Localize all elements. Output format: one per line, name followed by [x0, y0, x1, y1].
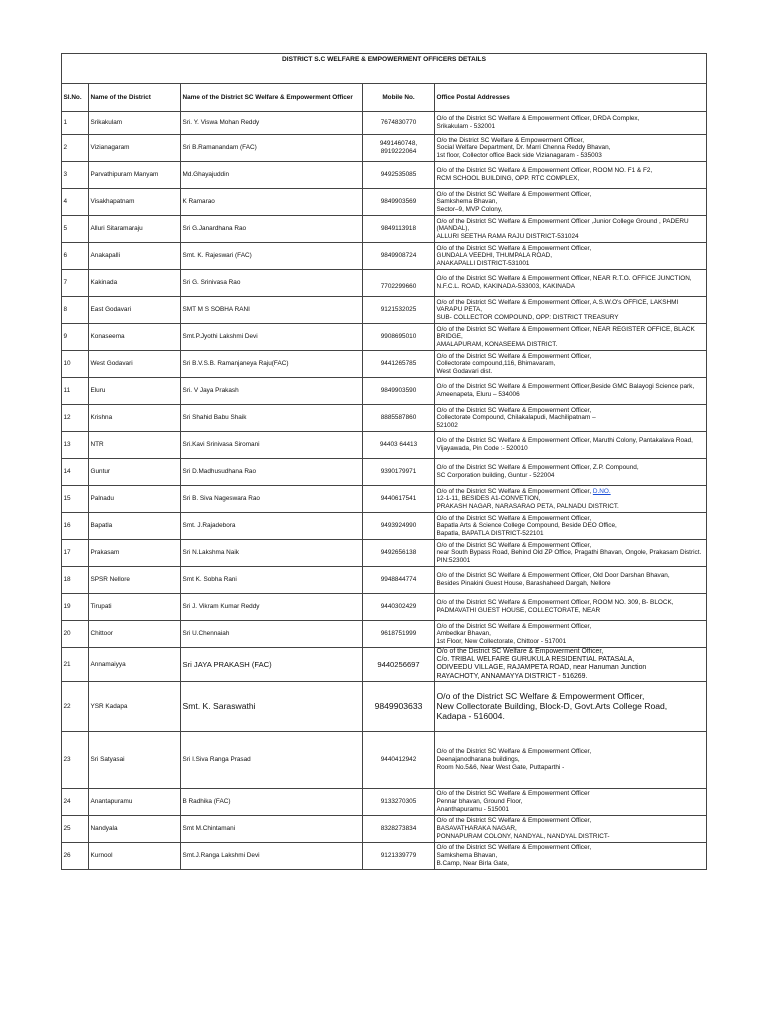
cell-district: Guntur	[89, 459, 181, 486]
cell-address: O/o of the District SC Welfare & Empowerment Officer, Ambedkar Bhavan, 1st Floor, New Collectorate, Chittoor - 517001	[435, 621, 707, 648]
table-row	[62, 731, 707, 788]
cell-address: O/o of the District SC Welfare & Empowerment Officer, A.S.W.O's OFFICE, LAKSHMI VARAPU PETA, SUB- COLLECTOR COMPOUND, OPP: DISTRICT TREASURY	[435, 297, 707, 324]
cell-address: O/o of the District SC Welfare & Empowerment Officer, Samkshema Bhavan, B.Camp, Near Birla Gate,	[435, 842, 707, 869]
cell-officer: Sri B.Ramanandam (FAC)	[181, 135, 363, 162]
cell-district: Kakinada	[89, 270, 181, 297]
address-link[interactable]: D.NO.	[592, 487, 611, 495]
cell-district: NTR	[89, 432, 181, 459]
cell-address: O/o of the District SC Welfare & Empowerment Officer, GUNDALA VEEDHI, THUMPALA ROAD, ANAKAPALLI DISTRICT-531001	[435, 243, 707, 270]
cell-district: Chittoor	[89, 621, 181, 648]
cell-district: Vizianagaram	[89, 135, 181, 162]
header-mobile: Mobile No.	[363, 84, 435, 112]
cell-sl: 5	[62, 216, 89, 243]
cell-sl: 20	[62, 621, 89, 648]
cell-mobile: 9492656138	[363, 540, 435, 567]
cell-sl: 15	[62, 486, 89, 513]
title-row	[62, 54, 707, 84]
cell-district: Anakapalli	[89, 243, 181, 270]
cell-mobile: 9849903633	[363, 681, 435, 731]
cell-address: O/o of the District SC Welfare & Empowerment Officer, near South Bypass Road, Behind Old ZP Office, Pragathi Bhavan, Ongole, Prakasam District. PIN:523001	[435, 540, 707, 567]
cell-address: O/o of the District SC Welfare & Empowerment Officer, ROOM NO. 309, B- BLOCK, PADMAVATHI GUEST HOUSE, COLLECTORATE, NEAR	[435, 594, 707, 621]
cell-district: Kurnool	[89, 842, 181, 869]
table-title: DISTRICT S.C WELFARE & EMPOWERMENT OFFICERS DETAILS	[62, 54, 707, 84]
cell-officer: K Ramarao	[181, 189, 363, 216]
cell-officer: Sri Shahid Babu Shaik	[181, 405, 363, 432]
cell-district: Srikakulam	[89, 112, 181, 135]
header-officer: Name of the District SC Welfare & Empowerment Officer	[181, 84, 363, 112]
cell-mobile: 9133270305	[363, 788, 435, 815]
cell-sl: 6	[62, 243, 89, 270]
header-row	[62, 84, 707, 112]
cell-officer: Sri U.Chennaiah	[181, 621, 363, 648]
table-row	[62, 788, 707, 815]
table-row	[62, 270, 707, 297]
cell-officer: Sri B.V.S.B. Ramanjaneya Raju(FAC)	[181, 351, 363, 378]
cell-address: O/o of the District SC Welfare & Empowerment Officer, Collectorate Compound, Chilakalapudi, Machilipatnam – 521002	[435, 405, 707, 432]
table-row	[62, 681, 707, 731]
cell-officer: Sri JAYA PRAKASH (FAC)	[181, 648, 363, 682]
cell-address: O/o of the District SC Welfare & Empowerment Officer Pennar bhavan, Ground Floor, Ananthapuramu - 515001	[435, 788, 707, 815]
cell-officer: Sri.Kavi Srinivasa Siromani	[181, 432, 363, 459]
cell-address: O/o of the District SC Welfare & Empowerment Officer, Samkshema Bhavan, Sector–9, MVP Colony,	[435, 189, 707, 216]
cell-district: Visakhapatnam	[89, 189, 181, 216]
cell-mobile: 9908695010	[363, 324, 435, 351]
cell-officer: Sri. Y. Viswa Mohan Reddy	[181, 112, 363, 135]
cell-district: SPSR Nellore	[89, 567, 181, 594]
cell-sl: 17	[62, 540, 89, 567]
cell-address: O/o of the District SC Welfare & Empowerment Officer, NEAR R.T.O. OFFICE JUNCTION, N.F.C.L. ROAD, KAKINADA-533003, KAKINADA	[435, 270, 707, 297]
cell-mobile: 9618751999	[363, 621, 435, 648]
cell-sl: 7	[62, 270, 89, 297]
cell-officer: Smt M.Chintamani	[181, 815, 363, 842]
cell-district: West Godavari	[89, 351, 181, 378]
cell-officer: Smt K. Sobha Rani	[181, 567, 363, 594]
table-row	[62, 513, 707, 540]
cell-address: O/o of the District SC Welfare & Empowerment Officer, DRDA Complex, Srikakulam - 532001	[435, 112, 707, 135]
table-row	[62, 351, 707, 378]
cell-officer: Sri G. Srinivasa Rao	[181, 270, 363, 297]
cell-district: Alluri Sitaramaraju	[89, 216, 181, 243]
address-text: O/o of the District SC Welfare & Empowerment Officer,	[436, 487, 593, 495]
table-row	[62, 815, 707, 842]
cell-officer: B Radhika (FAC)	[181, 788, 363, 815]
table-row	[62, 594, 707, 621]
cell-officer: Sri D.Madhusudhana Rao	[181, 459, 363, 486]
cell-address: O/o of the District SC Welfare & Empowerment Officer, Old Door Darshan Bhavan, Besides Pinakini Guest House, Barashaheed Dargah, Nellore	[435, 567, 707, 594]
cell-address: O/o of the District SC Welfare & Empowerment Officer, New Collectorate Building, Block-D, Govt.Arts College Road, Kadapa - 516004.	[435, 681, 707, 731]
cell-officer: Smt. K. Saraswathi	[181, 681, 363, 731]
cell-address: O/o of the District SC Welfare & Empowerment Officer, Maruthi Colony, Pantakalava Road, Vijayawada, Pin Code :- 520010	[435, 432, 707, 459]
cell-district: Nandyala	[89, 815, 181, 842]
cell-district: YSR Kadapa	[89, 681, 181, 731]
cell-address	[435, 486, 707, 513]
table-row	[62, 459, 707, 486]
cell-mobile: 9849903569	[363, 189, 435, 216]
cell-mobile: 9121532025	[363, 297, 435, 324]
cell-mobile: 9849903590	[363, 378, 435, 405]
cell-address: O/o of the District SC Welfare & Empowerment Officer, NEAR REGISTER OFFICE, BLACK BRIDGE, AMALAPURAM, KONASEEMA DISTRICT.	[435, 324, 707, 351]
table-row	[62, 135, 707, 162]
table-row	[62, 486, 707, 513]
cell-address: O/o of the District SC Welfare & Empowerment Officer, Z.P. Compound, SC Corporation building, Guntur - 522004	[435, 459, 707, 486]
cell-district: Anantapuramu	[89, 788, 181, 815]
cell-district: East Godavari	[89, 297, 181, 324]
cell-mobile: 9440256697	[363, 648, 435, 682]
cell-sl: 21	[62, 648, 89, 682]
cell-address: O/o of the District SC Welfare & Empowerment Officer, ROOM NO. F1 & F2, RCM SCHOOL BUILDING, OPP. RTC COMPLEX,	[435, 162, 707, 189]
table-row	[62, 405, 707, 432]
header-address: Office Postal Addresses	[435, 84, 707, 112]
cell-address: O/o of the District SC Welfare & Empowerment Officer ,Junior College Ground , PADERU (MANDAL), ALLURI SEETHA RAMA RAJU DISTRICT-531024	[435, 216, 707, 243]
header-sl: Sl.No.	[62, 84, 89, 112]
cell-sl: 18	[62, 567, 89, 594]
table-row	[62, 540, 707, 567]
cell-address: O/o of the District SC Welfare & Empowerment Officer, Deenajanodharana buildings, Room No.5&6, Near West Gate, Puttaparthi -	[435, 731, 707, 788]
cell-sl: 9	[62, 324, 89, 351]
officers-table	[61, 53, 707, 870]
cell-sl: 11	[62, 378, 89, 405]
cell-mobile: 7702299660	[363, 270, 435, 297]
cell-address: O/o of the District SC Welfare & Empowerment Officer, BASAVATHARAKA NAGAR, PONNAPURAM COLONY, NANDYAL, NANDYAL DISTRICT-	[435, 815, 707, 842]
cell-district: Prakasam	[89, 540, 181, 567]
table-row	[62, 378, 707, 405]
table-row	[62, 189, 707, 216]
cell-mobile: 9121339779	[363, 842, 435, 869]
cell-sl: 3	[62, 162, 89, 189]
cell-address: O/o of the District SC Welfare & Empowerment Officer, Bapatla Arts & Science College Compound, Beside DEO Office, Bapatla, BAPATLA DISTRICT-522101	[435, 513, 707, 540]
cell-officer: Sri I.Siva Ranga Prasad	[181, 731, 363, 788]
cell-officer: Sri. V Jaya Prakash	[181, 378, 363, 405]
cell-district: Konaseema	[89, 324, 181, 351]
cell-officer: Sri N.Lakshma Naik	[181, 540, 363, 567]
cell-sl: 26	[62, 842, 89, 869]
cell-sl: 8	[62, 297, 89, 324]
cell-mobile: 7674830770	[363, 112, 435, 135]
table-row	[62, 621, 707, 648]
cell-officer: Md.Ghayajuddin	[181, 162, 363, 189]
cell-sl: 25	[62, 815, 89, 842]
cell-address: O/o of the District SC Welfare & Empowerment Officer, Collectorate compound,116, Bhimavaram, West Godavari dist.	[435, 351, 707, 378]
cell-district: Eluru	[89, 378, 181, 405]
table-row	[62, 216, 707, 243]
cell-mobile: 94403 64413	[363, 432, 435, 459]
cell-sl: 2	[62, 135, 89, 162]
table-row	[62, 567, 707, 594]
table-row	[62, 297, 707, 324]
cell-officer: Smt. K. Rajeswari (FAC)	[181, 243, 363, 270]
cell-officer: Smt.J.Ranga Lakshmi Devi	[181, 842, 363, 869]
cell-sl: 1	[62, 112, 89, 135]
cell-sl: 24	[62, 788, 89, 815]
cell-mobile: 9491460748, 8919222064	[363, 135, 435, 162]
cell-mobile: 8885587860	[363, 405, 435, 432]
address-text: 12-1-11, BESIDES A1-CONVETION, PRAKASH NAGAR, NARASARAO PETA, PALNADU DISTRICT.	[436, 495, 619, 510]
cell-mobile: 9492535085	[363, 162, 435, 189]
table-row	[62, 324, 707, 351]
cell-mobile: 9849113918	[363, 216, 435, 243]
cell-sl: 14	[62, 459, 89, 486]
cell-district: Bapatla	[89, 513, 181, 540]
cell-district: Tirupati	[89, 594, 181, 621]
cell-sl: 22	[62, 681, 89, 731]
cell-address: O/o the District SC Welfare & Empowerment Officer, Social Welfare Department, Dr. Marri Chenna Reddy Bhavan, 1st floor, Collector office Back side Vizianagaram - 535003	[435, 135, 707, 162]
cell-mobile: 9440617541	[363, 486, 435, 513]
cell-sl: 4	[62, 189, 89, 216]
cell-officer: Sri G.Janardhana Rao	[181, 216, 363, 243]
cell-district: Palnadu	[89, 486, 181, 513]
cell-officer: Smt.P.Jyothi Lakshmi Devi	[181, 324, 363, 351]
table-row	[62, 112, 707, 135]
cell-sl: 12	[62, 405, 89, 432]
table-row	[62, 648, 707, 682]
cell-officer: Sri J. Vikram Kumar Reddy	[181, 594, 363, 621]
cell-address: O/o of the District SC Welfare & Empowerment Officer,Beside GMC Balayogi Science park, Ameenapeta, Eluru – 534006	[435, 378, 707, 405]
cell-sl: 16	[62, 513, 89, 540]
cell-district: Krishna	[89, 405, 181, 432]
cell-district: Annamaiyya	[89, 648, 181, 682]
table-row	[62, 842, 707, 869]
cell-mobile: 9440412942	[363, 731, 435, 788]
table-row	[62, 243, 707, 270]
table-row	[62, 432, 707, 459]
cell-sl: 10	[62, 351, 89, 378]
cell-address: O/o of the District SC Welfare & Empowerment Officer, C/o. TRIBAL WELFARE GURUKULA RESIDENTIAL PATASALA, ODIVEEDU VILLAGE, RAJAMPETA ROAD, near Hanuman Junction RAYACHOTY, ANNAMAYYA DISTRICT - 516269.	[435, 648, 707, 682]
cell-district: Parvathipuram Manyam	[89, 162, 181, 189]
cell-officer: Smt. J.Rajadebora	[181, 513, 363, 540]
cell-mobile: 9849908724	[363, 243, 435, 270]
cell-mobile: 9440302429	[363, 594, 435, 621]
header-district: Name of the District	[89, 84, 181, 112]
cell-officer: SMT M S SOBHA RANI	[181, 297, 363, 324]
cell-sl: 13	[62, 432, 89, 459]
cell-officer: Sri B. Siva Nageswara Rao	[181, 486, 363, 513]
cell-mobile: 9441265785	[363, 351, 435, 378]
cell-mobile: 9948844774	[363, 567, 435, 594]
table-row	[62, 162, 707, 189]
cell-mobile: 9390179971	[363, 459, 435, 486]
cell-sl: 19	[62, 594, 89, 621]
cell-sl: 23	[62, 731, 89, 788]
officers-sheet	[61, 53, 706, 870]
cell-district: Sri Satyasai	[89, 731, 181, 788]
cell-mobile: 8328273834	[363, 815, 435, 842]
cell-mobile: 9493924990	[363, 513, 435, 540]
